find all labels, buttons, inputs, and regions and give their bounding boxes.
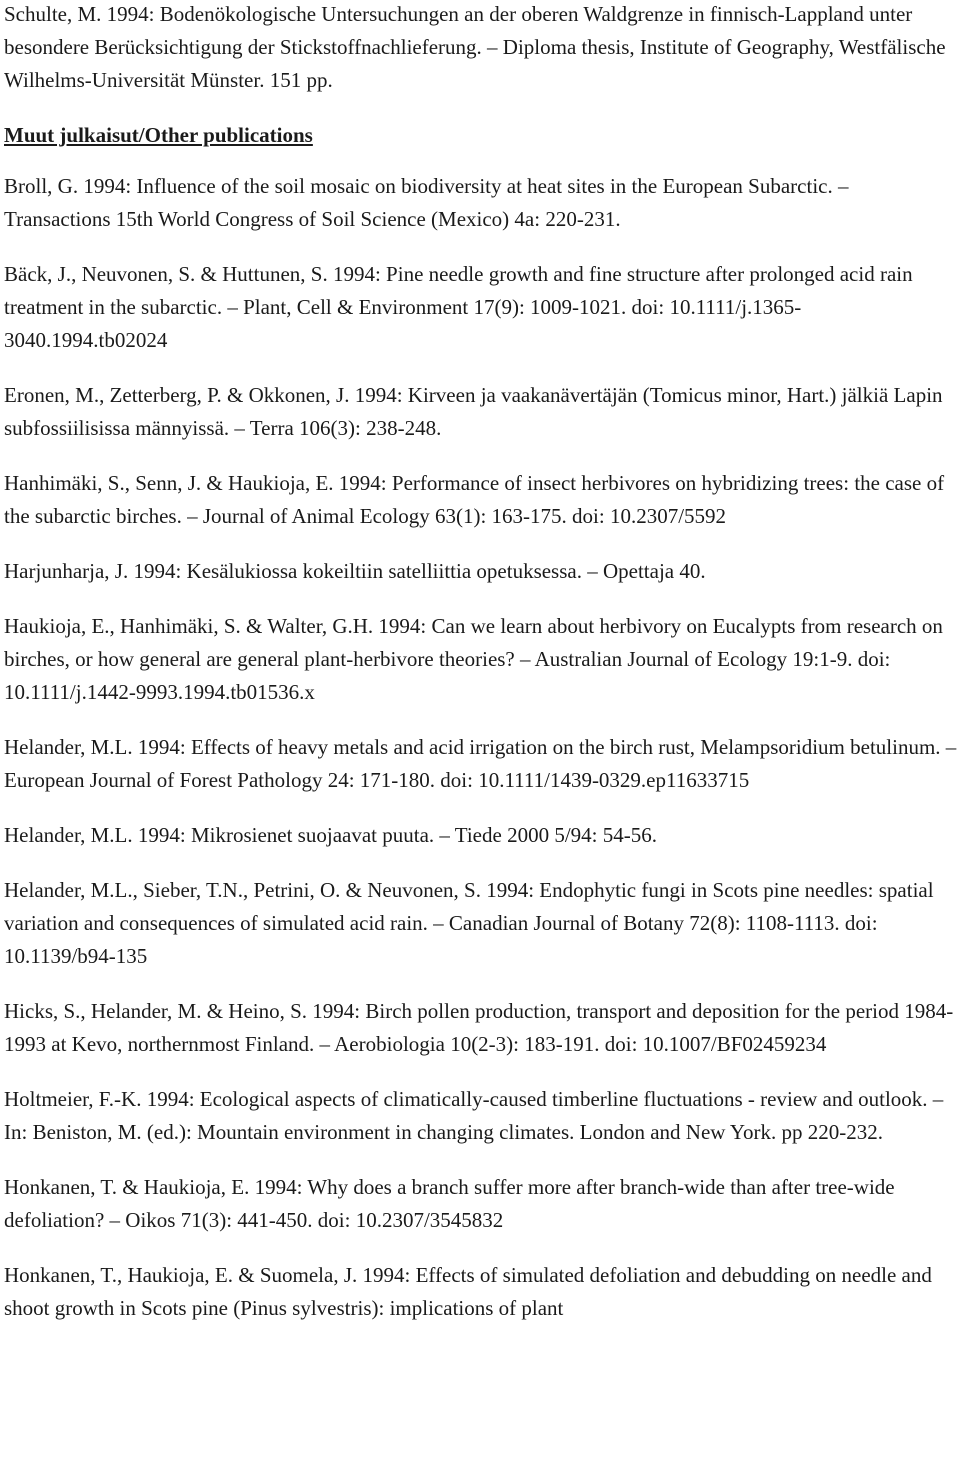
reference-entry-schulte: Schulte, M. 1994: Bodenökologische Untersuchungen an der oberen Waldgrenze in finnisch-Lappland unter besondere Berücksichtigung der Stickstoffnachlieferung. – Diploma thesis, Institute of Geography, Westfälische Wilhelms-Universität Münster. 151 pp. bbox=[4, 2, 946, 92]
reference-entry: Honkanen, T. & Haukioja, E. 1994: Why does a branch suffer more after branch-wide than after tree-wide defoliation? – Oikos 71(3): 441-450. doi: 10.2307/3545832 bbox=[4, 1175, 895, 1232]
reference-entry: Honkanen, T., Haukioja, E. & Suomela, J. 1994: Effects of simulated defoliation and debudding on needle and shoot growth in Scots pine (Pinus sylvestris): implications of plant bbox=[4, 1263, 932, 1320]
reference-entry: Eronen, M., Zetterberg, P. & Okkonen, J. 1994: Kirveen ja vaakanävertäjän (Tomicus minor, Hart.) jälkiä Lapin subfossiilisissa männyissä. – Terra 106(3): 238-248. bbox=[4, 383, 943, 440]
reference-entry: Haukioja, E., Hanhimäki, S. & Walter, G.H. 1994: Can we learn about herbivory on Eucalypts from research on birches, or how general are general plant-herbivore theories? – Australian Journal of Ecology 19:1-9. doi: 10.1111/j.1442-9993.1994.tb01536.x bbox=[4, 614, 943, 704]
reference-entry: Helander, M.L., Sieber, T.N., Petrini, O. & Neuvonen, S. 1994: Endophytic fungi in Scots pine needles: spatial variation and consequences of simulated acid rain. – Canadian Journal of Botany 72(8): 1108-1113. doi: 10.1139/b94-135 bbox=[4, 878, 934, 968]
reference-entry: Harjunharja, J. 1994: Kesälukiossa kokeiltiin satelliittia opetuksessa. – Opettaja 40. bbox=[4, 559, 706, 583]
reference-entry: Holtmeier, F.-K. 1994: Ecological aspects of climatically-caused timberline fluctuations - review and outlook. – In: Beniston, M. (ed.): Mountain environment in changing climates. London and New York. pp 220-232. bbox=[4, 1087, 944, 1144]
reference-entry: Helander, M.L. 1994: Effects of heavy metals and acid irrigation on the birch rust, Melampsoridium betulinum. – European Journal of Forest Pathology 24: 171-180. doi: 10.1111/1439-0329.ep11633715 bbox=[4, 735, 957, 792]
reference-entry: Hicks, S., Helander, M. & Heino, S. 1994: Birch pollen production, transport and deposition for the period 1984-1993 at Kevo, northernmost Finland. – Aerobiologia 10(2-3): 183-191. doi: 10.1007/BF02459234 bbox=[4, 999, 954, 1056]
reference-entry: Bäck, J., Neuvonen, S. & Huttunen, S. 1994: Pine needle growth and fine structure after prolonged acid rain treatment in the subarctic. – Plant, Cell & Environment 17(9): 1009-1021. doi: 10.1111/j.1365-3040.1994.tb02024 bbox=[4, 262, 913, 352]
reference-entry: Hanhimäki, S., Senn, J. & Haukioja, E. 1994: Performance of insect herbivores on hybridizing trees: the case of the subarctic birches. – Journal of Animal Ecology 63(1): 163-175. doi: 10.2307/5592 bbox=[4, 471, 945, 528]
section-heading-other-publications: Muut julkaisut/Other publications bbox=[4, 123, 313, 147]
reference-entry: Broll, G. 1994: Influence of the soil mosaic on biodiversity at heat sites in the European Subarctic. – Transactions 15th World Congress of Soil Science (Mexico) 4a: 220-231. bbox=[4, 174, 849, 231]
document-page bbox=[4, 0, 958, 1325]
reference-entry: Helander, M.L. 1994: Mikrosienet suojaavat puuta. – Tiede 2000 5/94: 54-56. bbox=[4, 823, 657, 847]
